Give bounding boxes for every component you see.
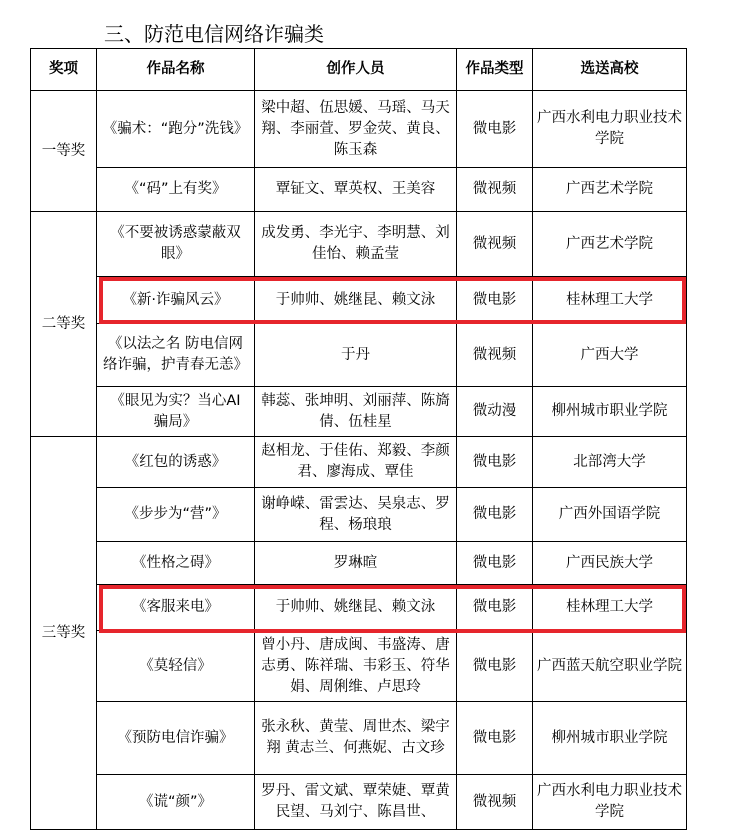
- work-name: 《性格之碍》: [97, 542, 255, 585]
- header-school: 选送高校: [533, 49, 687, 91]
- work-name: 《预防电信诈骗》: [97, 702, 255, 775]
- work-school: 广西艺术学院: [533, 212, 687, 277]
- work-authors: 曾小丹、唐成闽、韦盛涛、唐志勇、陈祥瑞、韦彩玉、符华娟、周俐维、卢思玲: [255, 631, 457, 702]
- table-row: [31, 702, 687, 775]
- work-type: 微电影: [457, 542, 533, 585]
- work-name: 《谎“颜”》: [97, 775, 255, 830]
- work-school: 广西艺术学院: [533, 168, 687, 212]
- award-level-first: 一等奖: [31, 91, 97, 212]
- work-name: 《以法之名 防电信网络诈骗，护青春无恙》: [97, 324, 255, 387]
- header-authors: 创作人员: [255, 49, 457, 91]
- work-school: 广西大学: [533, 324, 687, 387]
- award-level-third: 三等奖: [31, 437, 97, 830]
- award-level-second: 二等奖: [31, 212, 97, 437]
- work-authors: [255, 775, 457, 830]
- header-type: 作品类型: [457, 49, 533, 91]
- work-school: 广西水利电力职业技术学院: [533, 775, 687, 830]
- work-type: 微动漫: [457, 387, 533, 437]
- work-type: 微电影: [457, 277, 533, 324]
- work-type: 微视频: [457, 168, 533, 212]
- work-type: 微电影: [457, 437, 533, 488]
- work-authors: 罗琳暄: [255, 542, 457, 585]
- work-authors: 谢峥嵘、雷雲达、吴泉志、罗程、杨琅琅: [255, 488, 457, 542]
- table-row: [31, 168, 687, 212]
- work-school: 广西外国语学院: [533, 488, 687, 542]
- table-row: [31, 488, 687, 542]
- table-header-row: [31, 49, 687, 91]
- work-authors: 韩蕊、张坤明、刘丽萍、陈旖倩、伍桂星: [255, 387, 457, 437]
- header-level: 奖项: [31, 49, 97, 91]
- work-school: 广西蓝天航空职业学院: [533, 631, 687, 702]
- work-school: 北部湾大学: [533, 437, 687, 488]
- work-type: 微电影: [457, 488, 533, 542]
- work-type: 微视频: [457, 775, 533, 830]
- table-row: [31, 631, 687, 702]
- awards-table: [30, 48, 687, 830]
- table-row: [31, 212, 687, 277]
- work-name: 《步步为“营”》: [97, 488, 255, 542]
- work-name: 《莫轻信》: [97, 631, 255, 702]
- section-title: 三、防范电信网络诈骗类: [104, 22, 324, 46]
- work-type: 微电影: [457, 91, 533, 168]
- work-type: 微电影: [457, 702, 533, 775]
- work-type: 微视频: [457, 324, 533, 387]
- work-authors: 于丹: [255, 324, 457, 387]
- work-authors-text: 罗丹、雷文斌、覃荣婕、覃黄民望、马刘宁、陈昌世、: [261, 783, 450, 820]
- table-row: [31, 542, 687, 585]
- header-name: 作品名称: [97, 49, 255, 91]
- work-school: 广西民族大学: [533, 542, 687, 585]
- work-name: 《新·诈骗风云》: [97, 277, 255, 324]
- work-authors: 于帅帅、姚继昆、赖文泳: [255, 277, 457, 324]
- work-authors: 赵相龙、于佳佑、郑毅、李颜君、廖海成、覃佳: [255, 437, 457, 488]
- work-type: 微电影: [457, 585, 533, 631]
- work-name: 《客服来电》: [97, 585, 255, 631]
- work-school: 柳州城市职业学院: [533, 387, 687, 437]
- table-row: [31, 437, 687, 488]
- work-name: 《“码”上有奖》: [97, 168, 255, 212]
- work-type: 微电影: [457, 631, 533, 702]
- work-school: 广西水利电力职业技术学院: [533, 91, 687, 168]
- work-name: 《红包的诱惑》: [97, 437, 255, 488]
- work-authors: 覃钲文、覃英权、王美容: [255, 168, 457, 212]
- work-authors: 成发勇、李光宇、李明慧、刘佳怡、赖孟莹: [255, 212, 457, 277]
- table-row: [31, 324, 687, 387]
- work-school: 柳州城市职业学院: [533, 702, 687, 775]
- work-authors: 张永秋、黄莹、周世杰、梁宇翔 黄志兰、何燕妮、古文珍: [255, 702, 457, 775]
- table-row: [31, 585, 687, 631]
- table-row: [31, 277, 687, 324]
- work-name: 《不要被诱惑蒙蔽双眼》: [97, 212, 255, 277]
- work-school: 桂林理工大学: [533, 277, 687, 324]
- work-name: 《眼见为实？当心AI 骗局》: [97, 387, 255, 437]
- table-row: [31, 775, 687, 830]
- work-name: 《骗术：“跑分”洗钱》: [97, 91, 255, 168]
- work-school: 桂林理工大学: [533, 585, 687, 631]
- table-row: [31, 91, 687, 168]
- work-authors: 梁中超、伍思媛、马瑶、马天翔、李丽萱、罗金荧、黄良、陈玉森: [255, 91, 457, 168]
- table-row: [31, 387, 687, 437]
- work-type: 微视频: [457, 212, 533, 277]
- work-authors: 于帅帅、姚继昆、赖文泳: [255, 585, 457, 631]
